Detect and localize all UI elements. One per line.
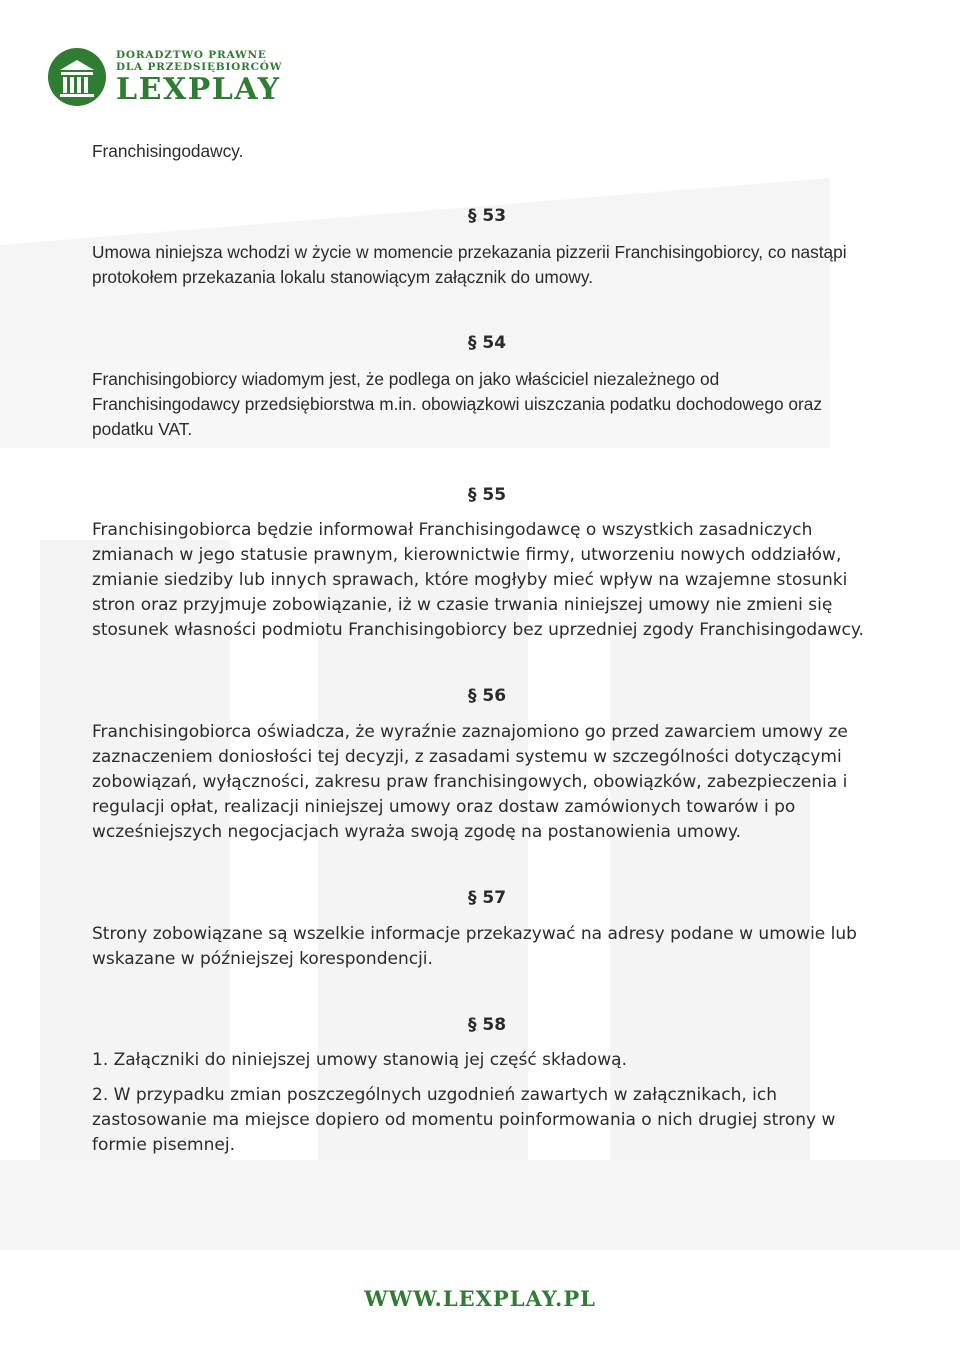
company-logo: [48, 48, 282, 106]
footer-website-link[interactable]: WWW.LEXPLAY.PL: [364, 1286, 596, 1311]
section-54-paragraph: Franchisingobiorcy wiadomym jest, że podlega on jako właściciel niezależnego od Franchisingodawcy przedsiębiorstwa m.in. obowiązkowi uiszczania podatku dochodowego oraz podatku VAT.: [92, 369, 823, 439]
section-55-paragraph: Franchisingobiorca będzie informował Franchisingodawcę o wszystkich zasadniczych zmianach w jego statusie prawnym, kierownictwie firmy, utworzeniu nowych oddziałów, zmianie siedziby lub innych sprawach, które mogłyby mieć wpływ na wzajemne stosunki stron oraz przyjmuje zobowiązanie, iż w czasie trwania niniejszej umowy nie zmieni się stosunek własności podmiotu Franchisingobiorcy bez uprzedniej zgody Franchisingodawcy.: [92, 520, 864, 640]
logo-tagline-1: DORADZTWO PRAWNE: [116, 48, 267, 61]
section-57-paragraph: Strony zobowiązane są wszelkie informacje przekazywać na adresy podane w umowie lub wskazane w późniejszej korespondencji.: [92, 924, 857, 969]
section-heading-55: § 55: [467, 485, 507, 505]
logo-brand-name: LEXPLAY: [116, 71, 281, 107]
section-heading-57: § 57: [467, 888, 507, 908]
section-58-item-2: 2. W przypadku zmian poszczególnych uzgodnień zawartych w załącznikach, ich zastosowanie ma miejsce dopiero od momentu poinformowania o nich drugiej strony w formie pisemnej.: [92, 1085, 836, 1155]
temple-emblem-icon: [48, 48, 106, 106]
lead-in-text: Franchisingodawcy.: [92, 141, 244, 161]
section-58-item-1: 1. Załączniki do niniejszej umowy stanowią jej część składową.: [92, 1050, 627, 1070]
section-56-paragraph: Franchisingobiorca oświadcza, że wyraźnie zaznajomiono go przed zawarciem umowy ze zaznaczeniem doniosłości tej decyzji, z zasadami systemu w szczególności dotyczącymi zobowiązań, wyłączności, zakresu praw franchisingowych, obowiązków, zabezpieczenia i regulacji opłat, realizacji niniejszej umowy oraz dostaw zamówionych towarów i po wcześniejszych negocjacjach wyraża swoją zgodę na postanowienia umowy.: [92, 722, 848, 842]
section-53-paragraph: Umowa niniejsza wchodzi w życie w momencie przekazania pizzerii Franchisingobiorcy, co nastąpi protokołem przekazania lokalu stanowiącym załącznik do umowy.: [92, 242, 847, 287]
section-heading-54: § 54: [467, 333, 507, 353]
section-heading-53: § 53: [467, 206, 507, 226]
section-heading-58: § 58: [467, 1015, 507, 1035]
logo-tagline-2: DLA PRZEDSIĘBIORCÓW: [116, 60, 283, 73]
section-heading-56: § 56: [467, 686, 507, 706]
